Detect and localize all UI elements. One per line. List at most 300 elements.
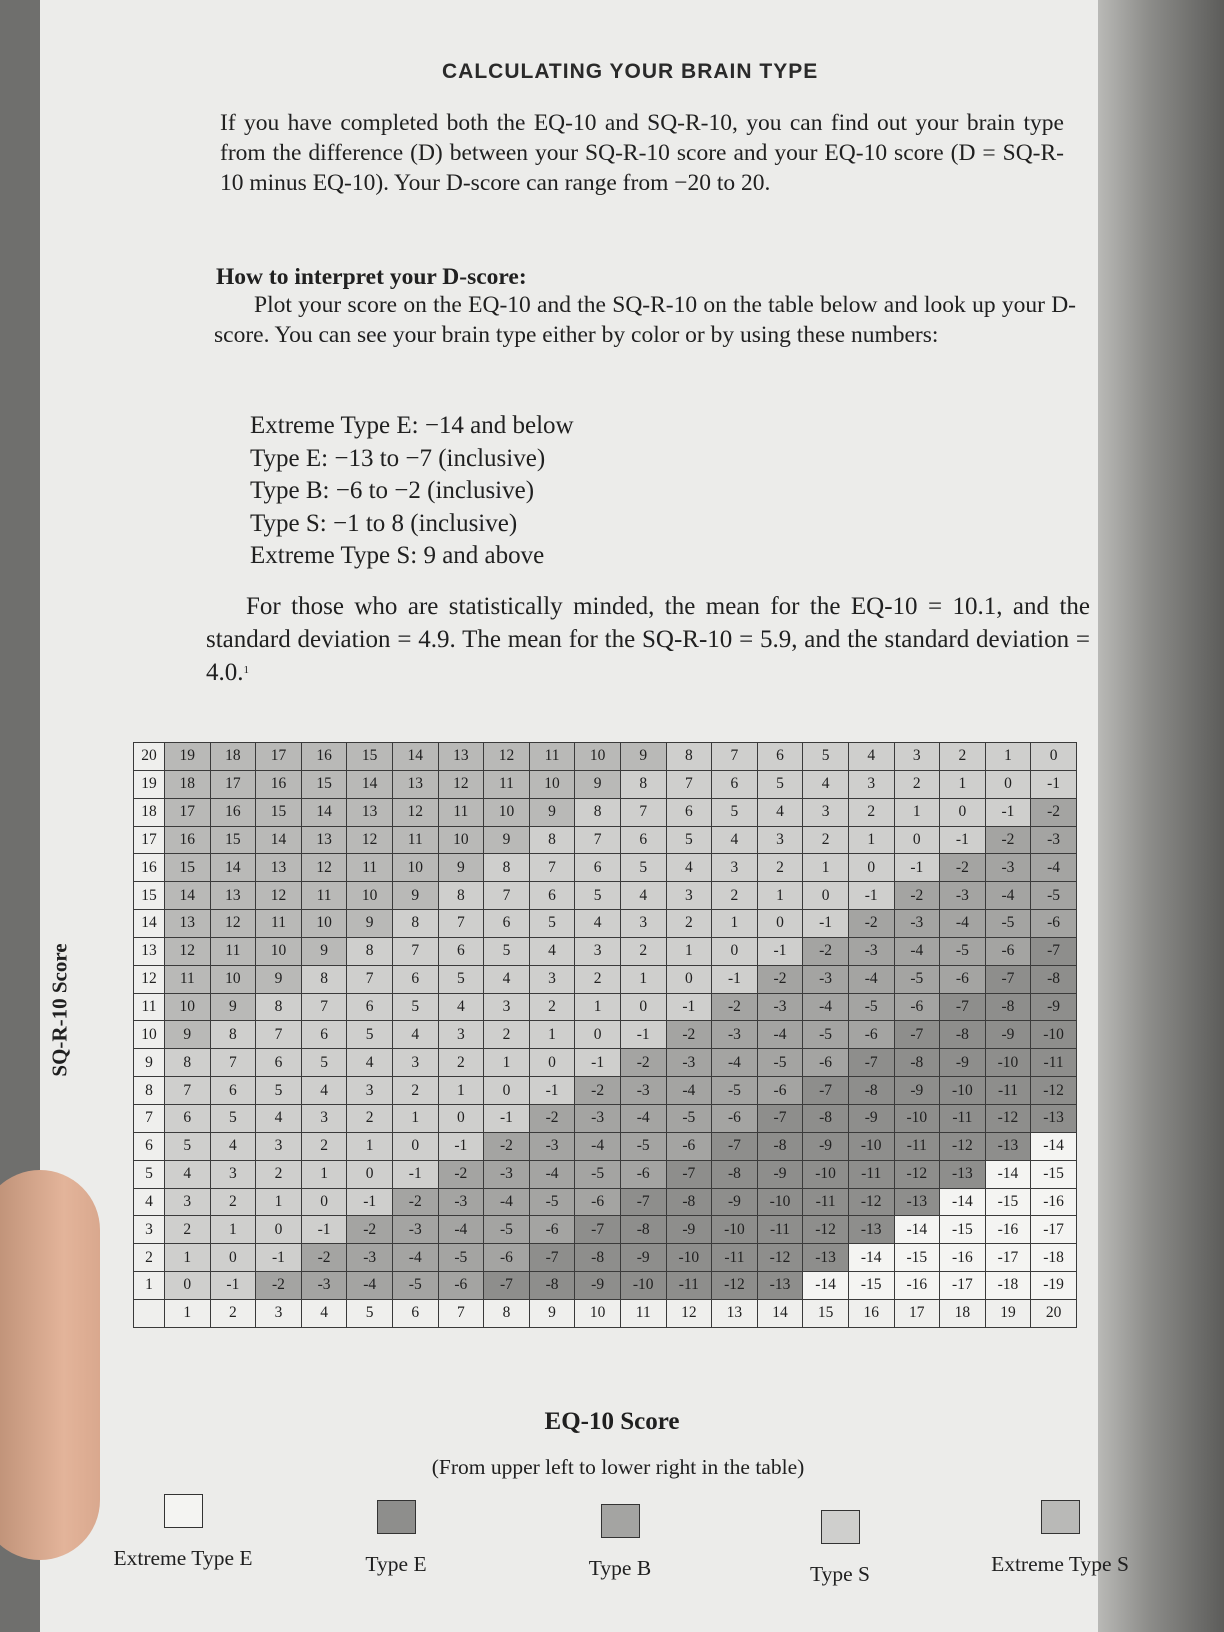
d-score-cell: -7 <box>484 1272 530 1300</box>
d-score-cell: 2 <box>666 910 712 938</box>
d-score-cell: -6 <box>484 1244 530 1272</box>
d-score-cell: -15 <box>1031 1160 1077 1188</box>
eq-score-label: 13 <box>712 1299 758 1327</box>
d-score-cell: -8 <box>803 1104 849 1132</box>
d-score-cell: -6 <box>575 1188 621 1216</box>
d-score-cell: 1 <box>301 1160 347 1188</box>
d-score-cell: -10 <box>666 1244 712 1272</box>
table-row <box>134 1216 1077 1244</box>
d-score-cell: -7 <box>940 993 986 1021</box>
d-score-cell: 1 <box>575 993 621 1021</box>
d-score-cell: 11 <box>392 826 438 854</box>
d-score-cell: 19 <box>165 743 211 771</box>
d-score-cell: -14 <box>985 1160 1031 1188</box>
d-score-cell: -13 <box>848 1216 894 1244</box>
d-score-cell: 6 <box>666 798 712 826</box>
d-score-cell: 15 <box>347 743 393 771</box>
d-score-cell: 4 <box>256 1104 302 1132</box>
d-score-cell: 15 <box>256 798 302 826</box>
d-score-cell: 4 <box>757 798 803 826</box>
type-range-b: Type B: −6 to −2 (inclusive) <box>250 477 535 504</box>
d-score-cell: 5 <box>620 854 666 882</box>
d-score-cell: -4 <box>620 1104 666 1132</box>
d-score-cell: -10 <box>940 1077 986 1105</box>
sq-score-label: 7 <box>134 1104 165 1132</box>
d-score-cell: 4 <box>803 770 849 798</box>
eq-score-label: 4 <box>301 1299 347 1327</box>
d-score-cell: 2 <box>392 1077 438 1105</box>
d-score-cell: -1 <box>529 1077 575 1105</box>
table-row <box>134 1021 1077 1049</box>
d-score-cell: 0 <box>712 937 758 965</box>
d-score-cell: 1 <box>165 1244 211 1272</box>
d-score-cell: -4 <box>575 1132 621 1160</box>
d-score-cell: -12 <box>940 1132 986 1160</box>
d-score-cell: -3 <box>301 1272 347 1300</box>
d-score-cell: -10 <box>985 1049 1031 1077</box>
d-score-cell: -3 <box>666 1049 712 1077</box>
legend-swatch <box>1041 1500 1080 1534</box>
d-score-cell: 5 <box>529 910 575 938</box>
d-score-cell: 9 <box>484 826 530 854</box>
d-score-cell: 7 <box>210 1049 256 1077</box>
table-row <box>134 1104 1077 1132</box>
d-score-cell: -13 <box>894 1188 940 1216</box>
d-score-cell: -2 <box>529 1104 575 1132</box>
d-score-cell: -11 <box>940 1104 986 1132</box>
d-score-cell: 7 <box>575 826 621 854</box>
d-score-cell: -1 <box>347 1188 393 1216</box>
d-score-cell: 0 <box>392 1132 438 1160</box>
sq-score-label: 14 <box>134 910 165 938</box>
d-score-cell: -10 <box>848 1132 894 1160</box>
d-score-cell: 7 <box>301 993 347 1021</box>
d-score-cell: 2 <box>620 937 666 965</box>
d-score-cell: -5 <box>438 1244 484 1272</box>
d-score-cell: -10 <box>1031 1021 1077 1049</box>
d-score-cell: -16 <box>894 1272 940 1300</box>
d-score-cell: 9 <box>529 798 575 826</box>
table-row <box>134 1188 1077 1216</box>
d-score-cell: 14 <box>256 826 302 854</box>
d-score-cell: 8 <box>484 854 530 882</box>
eq-score-label: 2 <box>210 1299 256 1327</box>
d-score-cell: 10 <box>347 882 393 910</box>
d-score-cell: -7 <box>620 1188 666 1216</box>
d-score-cell: 4 <box>165 1160 211 1188</box>
d-score-cell: 6 <box>529 882 575 910</box>
d-score-cell: 3 <box>165 1188 211 1216</box>
d-score-cell: 17 <box>256 743 302 771</box>
howto-paragraph: Plot your score on the EQ-10 and the SQ-R-10 on the table below and look up your D-score. You can see your brain type either by color or by using these numbers: <box>214 292 1076 348</box>
d-score-cell: -11 <box>848 1160 894 1188</box>
d-score-cell: -9 <box>894 1077 940 1105</box>
d-score-cell: 2 <box>210 1188 256 1216</box>
d-score-cell: -16 <box>940 1244 986 1272</box>
d-score-cell: 14 <box>210 854 256 882</box>
d-score-cell: -5 <box>985 910 1031 938</box>
d-score-cell: 1 <box>620 965 666 993</box>
d-score-cell: -2 <box>438 1160 484 1188</box>
d-score-cell: 13 <box>301 826 347 854</box>
d-score-table <box>133 742 1077 1328</box>
table-row <box>134 965 1077 993</box>
d-score-cell: -14 <box>940 1188 986 1216</box>
eq-score-label: 10 <box>575 1299 621 1327</box>
d-score-cell: -11 <box>985 1077 1031 1105</box>
d-score-cell: 3 <box>666 882 712 910</box>
legend-type-b <box>560 1504 680 1581</box>
legend-label: Type E <box>365 1552 427 1576</box>
table-row <box>134 854 1077 882</box>
d-score-cell: 7 <box>438 910 484 938</box>
d-score-cell: -7 <box>803 1077 849 1105</box>
d-score-cell: -3 <box>985 854 1031 882</box>
d-score-cell: 1 <box>256 1188 302 1216</box>
d-score-cell: -6 <box>894 993 940 1021</box>
thumb <box>0 1170 100 1560</box>
d-score-cell: -1 <box>666 993 712 1021</box>
d-score-cell: 5 <box>666 826 712 854</box>
d-score-cell: -4 <box>848 965 894 993</box>
sq-score-label: 10 <box>134 1021 165 1049</box>
d-score-cell: -2 <box>940 854 986 882</box>
d-score-cell: 0 <box>438 1104 484 1132</box>
d-score-cell: -1 <box>392 1160 438 1188</box>
d-score-cell: -12 <box>1031 1077 1077 1105</box>
sq-score-label: 15 <box>134 882 165 910</box>
d-score-cell: -7 <box>985 965 1031 993</box>
d-score-cell: 10 <box>529 770 575 798</box>
d-score-cell: 1 <box>210 1216 256 1244</box>
table-row <box>134 1077 1077 1105</box>
d-score-cell: 7 <box>347 965 393 993</box>
d-score-cell: 1 <box>940 770 986 798</box>
d-score-cell: -8 <box>940 1021 986 1049</box>
d-score-cell: 2 <box>940 743 986 771</box>
d-score-cell: -1 <box>438 1132 484 1160</box>
d-score-cell: 1 <box>529 1021 575 1049</box>
d-score-cell: -5 <box>620 1132 666 1160</box>
d-score-cell: 0 <box>347 1160 393 1188</box>
d-score-cell: 6 <box>484 910 530 938</box>
d-score-cell: -8 <box>666 1188 712 1216</box>
d-score-cell: -4 <box>757 1021 803 1049</box>
d-score-cell: -6 <box>848 1021 894 1049</box>
d-score-cell: -1 <box>757 937 803 965</box>
table-row <box>134 1049 1077 1077</box>
d-score-cell: -5 <box>392 1272 438 1300</box>
table-row <box>134 1160 1077 1188</box>
d-score-cell: 1 <box>392 1104 438 1132</box>
d-score-cell: -6 <box>529 1216 575 1244</box>
d-score-cell: -14 <box>894 1216 940 1244</box>
d-score-cell: 2 <box>484 1021 530 1049</box>
d-score-cell: -2 <box>666 1021 712 1049</box>
d-score-cell: 2 <box>529 993 575 1021</box>
d-score-cell: 6 <box>210 1077 256 1105</box>
legend-swatch <box>601 1504 640 1538</box>
d-score-cell: 10 <box>256 937 302 965</box>
d-score-cell: 2 <box>757 854 803 882</box>
d-score-cell: 6 <box>712 770 758 798</box>
d-score-cell: 0 <box>620 993 666 1021</box>
d-score-cell: 4 <box>575 910 621 938</box>
d-score-cell: -7 <box>575 1216 621 1244</box>
table-row <box>134 1132 1077 1160</box>
table-row <box>134 910 1077 938</box>
table-row <box>134 826 1077 854</box>
eq-score-label: 11 <box>620 1299 666 1327</box>
d-score-cell: 8 <box>666 743 712 771</box>
d-score-cell: 3 <box>301 1104 347 1132</box>
d-score-cell: -9 <box>620 1244 666 1272</box>
d-score-cell: -8 <box>848 1077 894 1105</box>
page-heading: CALCULATING YOUR BRAIN TYPE <box>442 60 819 83</box>
d-score-cell: 13 <box>165 910 211 938</box>
d-score-cell: 2 <box>894 770 940 798</box>
d-score-cell: 4 <box>438 993 484 1021</box>
d-score-cell: 11 <box>347 854 393 882</box>
d-score-cell: -10 <box>803 1160 849 1188</box>
d-score-cell: -5 <box>529 1188 575 1216</box>
d-score-cell: -4 <box>1031 854 1077 882</box>
d-score-cell: -10 <box>894 1104 940 1132</box>
d-score-cell: -4 <box>347 1272 393 1300</box>
d-score-cell: -13 <box>757 1272 803 1300</box>
d-score-cell: -13 <box>803 1244 849 1272</box>
eq-score-label: 14 <box>757 1299 803 1327</box>
d-score-cell: 7 <box>484 882 530 910</box>
d-score-cell: -11 <box>1031 1049 1077 1077</box>
d-score-cell: -5 <box>757 1049 803 1077</box>
y-axis-label: SQ-R-10 Score <box>47 943 72 1077</box>
eq-score-label: 1 <box>165 1299 211 1327</box>
legend-type-e <box>336 1500 456 1577</box>
d-score-cell: -6 <box>712 1104 758 1132</box>
d-score-cell: 1 <box>484 1049 530 1077</box>
d-score-cell: 14 <box>301 798 347 826</box>
d-score-cell: 15 <box>301 770 347 798</box>
d-score-cell: 4 <box>848 743 894 771</box>
d-score-cell: -7 <box>848 1049 894 1077</box>
x-axis-sublabel: (From upper left to lower right in the table) <box>431 1455 805 1479</box>
d-score-cell: -12 <box>803 1216 849 1244</box>
d-score-cell: 3 <box>256 1132 302 1160</box>
d-score-cell: 2 <box>575 965 621 993</box>
d-score-cell: 11 <box>165 965 211 993</box>
table-row <box>134 937 1077 965</box>
d-score-cell: -18 <box>1031 1244 1077 1272</box>
d-score-cell: -3 <box>940 882 986 910</box>
d-score-cell: 5 <box>165 1132 211 1160</box>
d-score-cell: 16 <box>165 826 211 854</box>
d-score-cell: 3 <box>757 826 803 854</box>
d-score-cell: 18 <box>165 770 211 798</box>
d-score-cell: 1 <box>757 882 803 910</box>
sq-score-label: 11 <box>134 993 165 1021</box>
d-score-cell: -4 <box>484 1188 530 1216</box>
x-axis-label: EQ-10 Score <box>544 1408 680 1435</box>
stats-paragraph <box>206 590 1090 689</box>
d-score-cell: -16 <box>985 1216 1031 1244</box>
d-score-cell: 3 <box>392 1049 438 1077</box>
d-score-cell: -17 <box>940 1272 986 1300</box>
d-score-cell: 2 <box>803 826 849 854</box>
d-score-cell: 11 <box>484 770 530 798</box>
d-score-cell: -4 <box>894 937 940 965</box>
d-score-cell: -15 <box>985 1188 1031 1216</box>
d-score-cell: -3 <box>347 1244 393 1272</box>
d-score-cell: -9 <box>712 1188 758 1216</box>
d-score-cell: 2 <box>165 1216 211 1244</box>
d-score-cell: 13 <box>392 770 438 798</box>
d-score-cell: 6 <box>256 1049 302 1077</box>
d-score-cell: -14 <box>803 1272 849 1300</box>
d-score-cell: -3 <box>620 1077 666 1105</box>
d-score-cell: 1 <box>985 743 1031 771</box>
type-range-extreme-s: Extreme Type S: 9 and above <box>250 542 545 569</box>
d-score-cell: 5 <box>392 993 438 1021</box>
d-score-cell: -1 <box>985 798 1031 826</box>
d-score-cell: 5 <box>575 882 621 910</box>
d-score-cell: 1 <box>666 937 712 965</box>
sq-score-label: 9 <box>134 1049 165 1077</box>
d-score-cell: -8 <box>1031 965 1077 993</box>
type-range-e: Type E: −13 to −7 (inclusive) <box>250 444 546 472</box>
d-score-cell: -8 <box>712 1160 758 1188</box>
d-score-cell: 3 <box>529 965 575 993</box>
d-score-cell: 2 <box>256 1160 302 1188</box>
d-score-cell: 4 <box>666 854 712 882</box>
d-score-cell: 16 <box>301 743 347 771</box>
d-score-cell: 6 <box>757 743 803 771</box>
d-score-cell: 6 <box>438 937 484 965</box>
d-score-cell: -7 <box>757 1104 803 1132</box>
d-score-cell: 2 <box>848 798 894 826</box>
d-score-cell: 6 <box>620 826 666 854</box>
d-score-cell: -11 <box>803 1188 849 1216</box>
d-score-cell: 3 <box>712 854 758 882</box>
d-score-cell: 8 <box>301 965 347 993</box>
d-score-cell: 1 <box>347 1132 393 1160</box>
howto-title: How to interpret your D-score: <box>216 264 527 290</box>
d-score-cell: 7 <box>392 937 438 965</box>
d-score-cell: 7 <box>165 1077 211 1105</box>
d-score-cell: 7 <box>529 854 575 882</box>
table-corner <box>134 1299 165 1327</box>
d-score-cell: 13 <box>347 798 393 826</box>
d-score-cell: -1 <box>940 826 986 854</box>
d-score-cell: -14 <box>1031 1132 1077 1160</box>
d-score-cell: 11 <box>438 798 484 826</box>
d-score-cell: -6 <box>803 1049 849 1077</box>
d-score-cell: 15 <box>165 854 211 882</box>
d-score-cell: -15 <box>894 1244 940 1272</box>
d-score-cell: 9 <box>210 993 256 1021</box>
d-score-cell: 9 <box>347 910 393 938</box>
eq-score-label: 17 <box>894 1299 940 1327</box>
legend-swatch <box>821 1510 860 1544</box>
d-score-cell: -5 <box>1031 882 1077 910</box>
d-score-cell: 3 <box>620 910 666 938</box>
d-score-cell: -2 <box>392 1188 438 1216</box>
d-score-cell: 0 <box>757 910 803 938</box>
d-score-cell: 6 <box>347 993 393 1021</box>
d-score-cell: -6 <box>620 1160 666 1188</box>
d-score-cell: -7 <box>712 1132 758 1160</box>
d-score-cell: 0 <box>1031 743 1077 771</box>
d-score-cell: 4 <box>484 965 530 993</box>
d-score-cell: -5 <box>894 965 940 993</box>
d-score-cell: -6 <box>438 1272 484 1300</box>
d-score-cell: -2 <box>712 993 758 1021</box>
d-score-cell: -1 <box>256 1244 302 1272</box>
d-score-cell: -13 <box>985 1132 1031 1160</box>
d-score-cell: -1 <box>1031 770 1077 798</box>
d-score-cell: -2 <box>757 965 803 993</box>
d-score-cell: -4 <box>985 882 1031 910</box>
eq-score-label: 3 <box>256 1299 302 1327</box>
d-score-cell: 4 <box>392 1021 438 1049</box>
footnote-mark: 1 <box>243 664 249 676</box>
d-score-cell: -6 <box>666 1132 712 1160</box>
d-score-cell: -2 <box>985 826 1031 854</box>
d-score-cell: 4 <box>210 1132 256 1160</box>
eq-score-label: 15 <box>803 1299 849 1327</box>
d-score-cell: 8 <box>210 1021 256 1049</box>
d-score-cell: 0 <box>803 882 849 910</box>
d-score-cell: 11 <box>256 910 302 938</box>
d-score-cell: -4 <box>438 1216 484 1244</box>
d-score-cell: -15 <box>848 1272 894 1300</box>
sq-score-label: 1 <box>134 1272 165 1300</box>
d-score-cell: 0 <box>529 1049 575 1077</box>
d-score-cell: 9 <box>575 770 621 798</box>
d-score-cell: -12 <box>712 1272 758 1300</box>
eq-score-label: 12 <box>666 1299 712 1327</box>
d-score-cell: -1 <box>848 882 894 910</box>
d-score-cell: 3 <box>438 1021 484 1049</box>
d-score-cell: -17 <box>985 1244 1031 1272</box>
d-score-cell: -8 <box>757 1132 803 1160</box>
table-row <box>134 770 1077 798</box>
d-score-cell: -5 <box>712 1077 758 1105</box>
d-score-cell: 8 <box>165 1049 211 1077</box>
page-edge-shadow <box>1098 0 1224 1632</box>
d-score-cell: -3 <box>392 1216 438 1244</box>
d-score-cell: -9 <box>1031 993 1077 1021</box>
legend-swatch <box>164 1494 203 1528</box>
d-score-cell: 17 <box>210 770 256 798</box>
d-score-cell: -8 <box>894 1049 940 1077</box>
d-score-cell: -4 <box>529 1160 575 1188</box>
d-score-cell: 0 <box>301 1188 347 1216</box>
d-score-cell: -1 <box>803 910 849 938</box>
d-score-cell: 6 <box>392 965 438 993</box>
eq-score-label: 20 <box>1031 1299 1077 1327</box>
stats-text: For those who are statistically minded, the mean for the EQ-10 = 10.1, and the standard deviation = 4.9. The mean for the SQ-R-10 = 5.9, and the standard deviation = 4.0. <box>206 593 1090 686</box>
d-score-cell: 0 <box>256 1216 302 1244</box>
d-score-cell: 14 <box>347 770 393 798</box>
d-score-cell: 7 <box>256 1021 302 1049</box>
d-score-cell: -12 <box>894 1160 940 1188</box>
eq-score-label: 9 <box>529 1299 575 1327</box>
d-score-cell: 12 <box>392 798 438 826</box>
d-score-cell: -18 <box>985 1272 1031 1300</box>
d-score-cell: -9 <box>803 1132 849 1160</box>
d-score-cell: -9 <box>575 1272 621 1300</box>
